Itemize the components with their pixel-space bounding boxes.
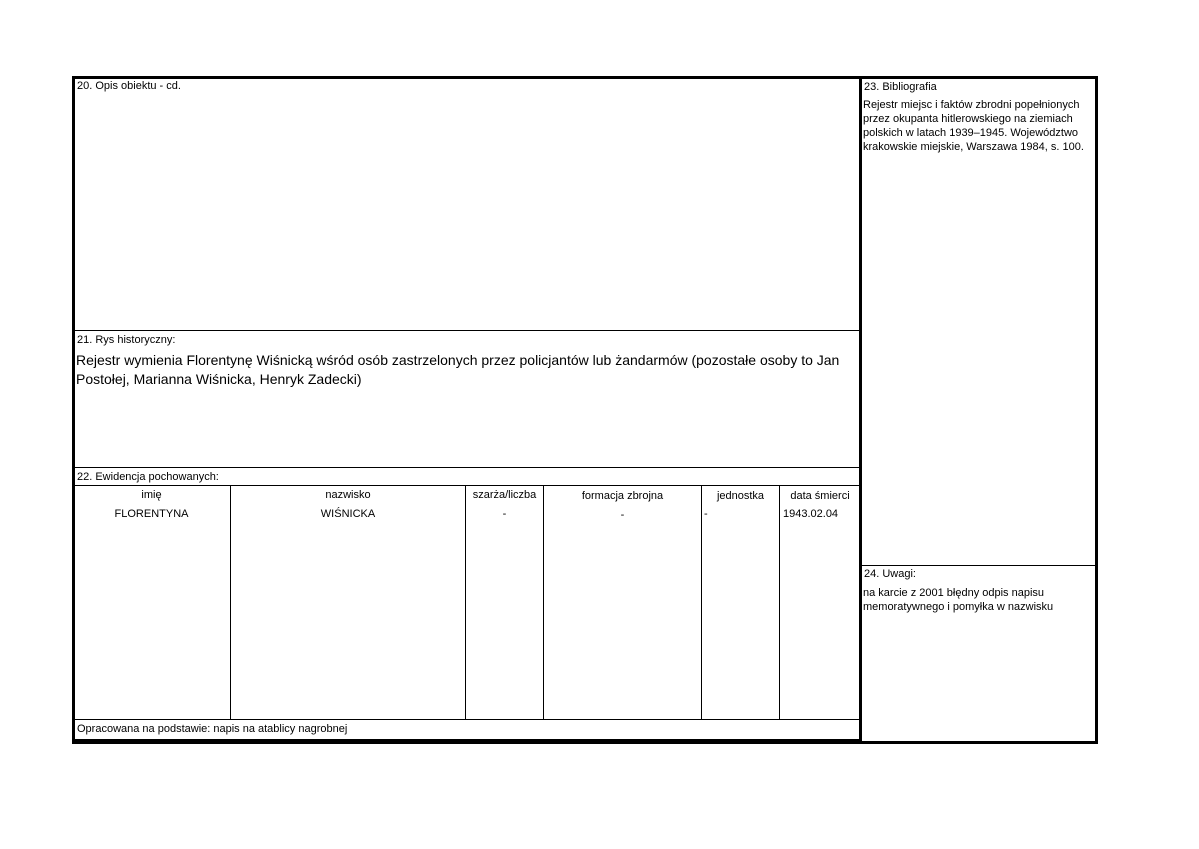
col-header-data: data śmierci	[790, 490, 850, 502]
cell-szarza: -	[502, 508, 507, 520]
bibliografia-label: 23. Bibliografia	[864, 81, 937, 93]
opis-label: 20. Opis obiektu - cd.	[77, 80, 181, 92]
cell-imie: FLORENTYNA	[114, 508, 189, 520]
col-header-szarza: szarża/liczba	[472, 489, 537, 501]
uwagi-text: na karcie z 2001 błędny odpis napisu memoratywnego i pomyłka w nazwisku	[863, 587, 1054, 613]
col-header-imie: imię	[141, 489, 162, 501]
bibliografia-text: Rejestr miejsc i faktów zbrodni popełnionych przez okupanta hitlerowskiego na ziemiach polskich w latach 1939–1945. Województwo krakowskie miejskie, Warszawa 1984, s. 100.	[863, 99, 1084, 153]
col-header-formacja: formacja zbrojna	[581, 490, 664, 502]
uwagi-label: 24. Uwagi:	[864, 568, 916, 580]
table-col-divider	[701, 485, 702, 719]
cell-data: 1943.02.04	[783, 508, 839, 520]
divider-uwagi	[860, 565, 1098, 566]
cell-jednostka: -	[704, 508, 708, 520]
col-header-nazwisko: nazwisko	[325, 489, 371, 501]
divider-bottom-left	[72, 739, 862, 742]
ewidencja-label: 22. Ewidencja pochowanych:	[77, 471, 219, 483]
table-col-divider	[779, 485, 780, 719]
divider-rys	[72, 330, 860, 331]
col-header-jednostka: jednostka	[716, 490, 765, 502]
rys-label: 21. Rys historyczny:	[77, 334, 176, 346]
cell-nazwisko: WIŚNICKA	[320, 508, 376, 520]
divider-footer	[72, 719, 860, 720]
cell-formacja: -	[620, 509, 625, 521]
divider-table-top	[72, 485, 860, 486]
divider-ewidencja	[72, 467, 860, 468]
column-divider	[859, 76, 862, 744]
form-frame	[72, 76, 1098, 744]
ewidencja-footer: Opracowana na podstawie: napis na atablicy nagrobnej	[77, 723, 348, 735]
rys-text: Rejestr wymienia Florentynę Wiśnicką wśród osób zastrzelonych przez policjantów lub żandarmów (pozostałe osoby to Jan Postołej, Marianna Wiśnicka, Henryk Zadecki)	[76, 352, 840, 387]
